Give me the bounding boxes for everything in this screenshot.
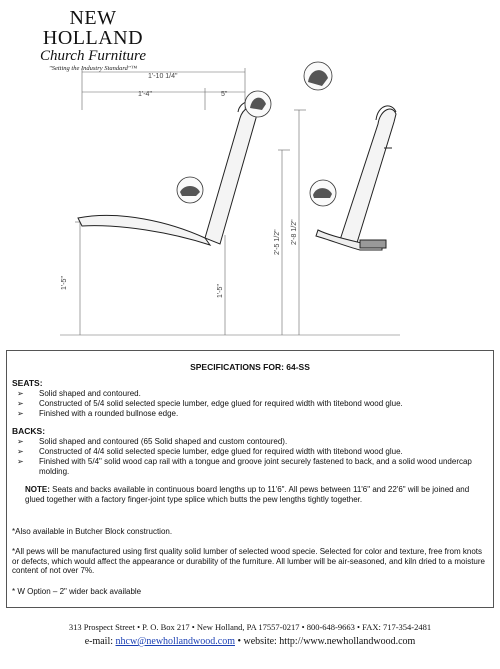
list-item: ➢ Constructed of 4/4 solid selected specie lumber, edge glued for required width with titebond wood glue. [17,447,403,456]
arrow-bullet-icon: ➢ [17,447,24,456]
dim-back-height-a: 2'-5 1/2" [274,229,281,255]
spec-title: SPECIFICATIONS FOR: 64-SS [190,362,310,372]
w-option-note: * W Option – 2" wider back available [12,587,142,596]
list-item: ➢ Finished with 5/4" solid wood cap rail with a tongue and groove joint securely fastened to back, and a solid wood undercap molding. [17,457,472,476]
list-item: ➢ Solid shaped and contoured (65 Solid shaped and custom contoured). [17,437,288,446]
specifications-box [6,350,494,608]
backs-heading: BACKS: [12,426,46,436]
arrow-bullet-icon: ➢ [17,409,24,418]
logo-company-name: NEW HOLLAND [42,7,144,49]
lumber-note: *All pews will be manufactured using first quality solid lumber of selected wood specie. Selected for color and texture, free from knots or defects, which would affect the appearance or durability of the furniture. All lumber will be air-seasoned, and kiln dried to a moisture content of not over 7%. [12,547,485,576]
email-label: e-mail: [84,636,116,647]
dim-back-offset: 5" [221,91,228,98]
dim-seat-height: 1'-5" [61,276,68,290]
footer-address: 313 Prospect Street • P. O. Box 217 • New Holland, PA 17557-0217 • 800-648-9663 • FAX: 717-354-2481 [68,622,432,632]
butcher-block-note: *Also available in Butcher Block construction. [12,527,173,536]
note-label: NOTE: [25,485,50,494]
logo-subtitle: Church Furniture [40,48,146,64]
logo-slogan: "Setting the Industry Standard"™ [49,65,137,72]
arrow-bullet-icon: ➢ [17,389,24,398]
list-item: ➢ Constructed of 5/4 solid selected specie lumber, edge glued for required width with titebond wood glue. [17,399,403,408]
footer-contact [0,636,500,647]
dim-back-height-b: 2'-8 1/2" [291,219,298,245]
arrow-bullet-icon: ➢ [17,399,24,408]
dim-seat-depth: 1'-4" [138,91,152,98]
note-text: Seats and backs available in continuous board lengths up to 11'6". All pews between 11'6" and 22'6" will be joined and glued together with a factory finger-joint type splice which butts the pew lengths tightly together. [25,485,470,504]
list-item: ➢ Solid shaped and contoured. [17,389,141,398]
dim-seat-height-inner: 1'-5" [217,284,224,298]
pew-technical-drawing [0,55,500,350]
dim-overall-depth: 1'-10 1/4" [148,73,178,80]
email-link[interactable]: nhcw@newhollandwood.com [115,636,235,647]
note-paragraph [25,485,483,504]
arrow-bullet-icon: ➢ [17,457,24,466]
seats-heading: SEATS: [12,378,43,388]
list-item: ➢ Finished with a rounded bullnose edge. [17,409,179,418]
website-text[interactable]: • website: http://www.newhollandwood.com [237,636,416,647]
arrow-bullet-icon: ➢ [17,437,24,446]
